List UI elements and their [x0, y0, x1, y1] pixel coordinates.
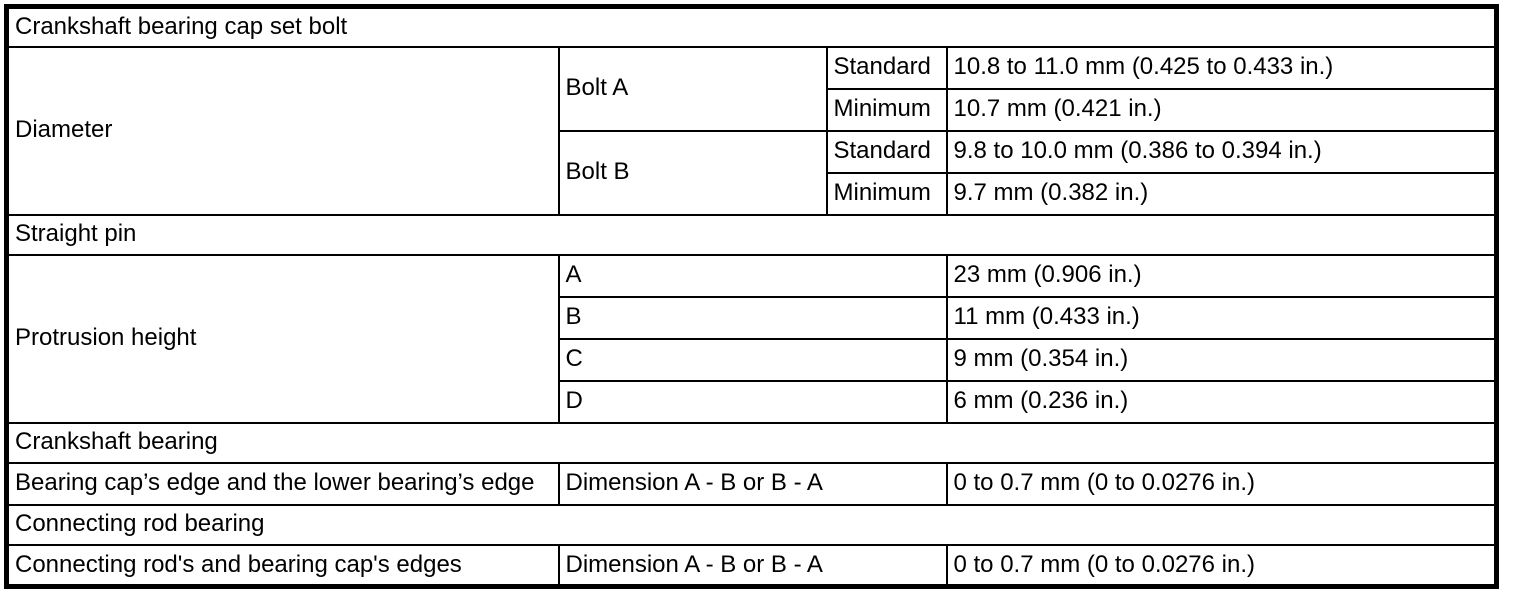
section-header-connecting-rod-bearing: Connecting rod bearing [7, 505, 1497, 545]
section-header-crankshaft-bearing: Crankshaft bearing [7, 423, 1497, 463]
dimension-label-cell: Dimension A - B or B - A [559, 463, 947, 505]
spec-type-cell: Minimum [827, 173, 947, 215]
item-cell-diameter: Diameter [7, 47, 559, 215]
dimension-label-cell: C [559, 339, 947, 381]
table-row [7, 255, 1497, 297]
spec-type-cell: Standard [827, 47, 947, 89]
value-cell: 10.8 to 11.0 mm (0.425 to 0.433 in.) [947, 47, 1497, 89]
item-cell-protrusion-height: Protrusion height [7, 255, 559, 423]
sub-item-cell-bolt-a: Bolt A [559, 47, 827, 131]
table-row [7, 423, 1497, 463]
item-cell-bearing-cap-edge: Bearing cap’s edge and the lower bearing’s edge [7, 463, 559, 505]
item-cell-connecting-rod-edges: Connecting rod's and bearing cap's edges [7, 545, 559, 587]
section-header-crankshaft-bolt: Crankshaft bearing cap set bolt [7, 7, 1497, 47]
sub-item-cell-bolt-b: Bolt B [559, 131, 827, 215]
table-row [7, 7, 1497, 47]
table-row [7, 47, 1497, 89]
value-cell: 23 mm (0.906 in.) [947, 255, 1497, 297]
table-row [7, 463, 1497, 505]
dimension-label-cell: D [559, 381, 947, 423]
value-cell: 9 mm (0.354 in.) [947, 339, 1497, 381]
table-row [7, 215, 1497, 255]
dimension-label-cell: A [559, 255, 947, 297]
dimension-label-cell: B [559, 297, 947, 339]
value-cell: 10.7 mm (0.421 in.) [947, 89, 1497, 131]
value-cell: 0 to 0.7 mm (0 to 0.0276 in.) [947, 545, 1497, 587]
table-row [7, 505, 1497, 545]
section-header-straight-pin: Straight pin [7, 215, 1497, 255]
value-cell: 6 mm (0.236 in.) [947, 381, 1497, 423]
value-cell: 11 mm (0.433 in.) [947, 297, 1497, 339]
spec-type-cell: Minimum [827, 89, 947, 131]
spec-type-cell: Standard [827, 131, 947, 173]
value-cell: 0 to 0.7 mm (0 to 0.0276 in.) [947, 463, 1497, 505]
table-row [7, 545, 1497, 587]
dimension-label-cell: Dimension A - B or B - A [559, 545, 947, 587]
value-cell: 9.8 to 10.0 mm (0.386 to 0.394 in.) [947, 131, 1497, 173]
specifications-table [4, 4, 1499, 589]
value-cell: 9.7 mm (0.382 in.) [947, 173, 1497, 215]
